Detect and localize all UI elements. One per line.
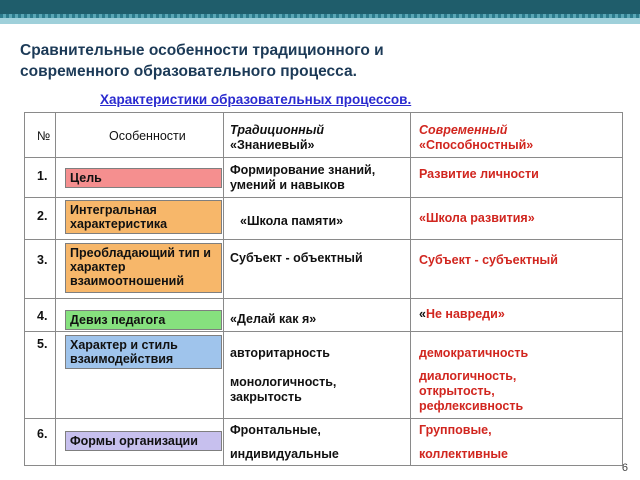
- header-features: Особенности: [109, 129, 186, 143]
- col-divider-features: [223, 113, 224, 465]
- slide-title: [20, 40, 620, 82]
- row-6-feature-tag: Формы организации: [65, 431, 222, 451]
- row-6-modern-a: Групповые,: [419, 423, 492, 437]
- header-num: №: [37, 129, 51, 143]
- row-divider-5: [25, 418, 622, 419]
- row-2-num: 2.: [37, 209, 48, 223]
- row-4-feature-tag: Девиз педагога: [65, 310, 222, 330]
- row-divider-1: [25, 197, 622, 198]
- row-6-num: 6.: [37, 427, 48, 441]
- row-5-modern-b: диалогичность, открытость, рефлексивность: [419, 369, 524, 413]
- header-modern-type: «Способностный»: [419, 138, 534, 152]
- col-divider-trad: [410, 113, 411, 465]
- row-4-modern-quote-close: »: [497, 307, 505, 321]
- row-5-modern-a: демократичность: [419, 346, 529, 360]
- slide-subtitle: Характеристики образовательных процессов.: [100, 92, 412, 107]
- row-3-feature-tag: Преобладающий тип и характер взаимоотношений: [65, 243, 222, 293]
- row-5-num: 5.: [37, 337, 48, 351]
- row-5-feature-tag: Характер и стиль взаимодействия: [65, 335, 222, 369]
- header-traditional-name: Традиционный: [230, 123, 325, 137]
- top-band: [0, 0, 640, 14]
- row-3-num: 3.: [37, 253, 48, 267]
- row-1-num: 1.: [37, 169, 48, 183]
- row-divider-3: [25, 298, 622, 299]
- row-4-modern-quote-open: «: [419, 307, 426, 321]
- slide-title-line1: Сравнительные особенности традиционного и: [20, 42, 384, 59]
- row-divider-4: [25, 331, 622, 332]
- row-2-traditional: «Школа памяти»: [240, 214, 344, 228]
- top-band-light: [0, 18, 640, 24]
- header-traditional: [230, 123, 324, 153]
- row-1-traditional: Формирование знаний, умений и навыков: [230, 163, 376, 192]
- row-5-traditional-b: монологичность, закрытость: [230, 375, 337, 404]
- header-modern-name: Современный: [419, 123, 508, 137]
- row-1-feature-tag: Цель: [65, 168, 222, 188]
- row-divider-header: [25, 157, 622, 158]
- row-divider-2: [25, 239, 622, 240]
- row-2-modern: «Школа развития»: [419, 211, 535, 225]
- page-number: 6: [621, 462, 628, 474]
- header-traditional-type: «Знаниевый»: [230, 138, 315, 152]
- row-3-traditional: Субъект - объектный: [230, 251, 363, 265]
- row-4-modern: [419, 307, 505, 322]
- row-6-traditional-a: Фронтальные,: [230, 423, 321, 437]
- row-4-modern-text: Не навреди: [425, 307, 498, 321]
- row-5-traditional-a: авторитарность: [230, 346, 330, 360]
- row-4-traditional: «Делай как я»: [230, 312, 317, 326]
- row-6-traditional-b: индивидуальные: [230, 447, 339, 461]
- comparison-table: [24, 112, 623, 466]
- row-3-modern: Субъект - субъектный: [419, 253, 558, 267]
- slide-title-line2: современного образовательного процесса.: [20, 63, 357, 80]
- row-6-modern-b: коллективные: [419, 447, 509, 461]
- header-modern: [419, 123, 533, 153]
- row-1-modern: Развитие личности: [419, 167, 539, 181]
- col-divider-num: [55, 113, 56, 465]
- row-2-feature-tag: Интегральная характеристика: [65, 200, 222, 234]
- row-4-num: 4.: [37, 309, 48, 323]
